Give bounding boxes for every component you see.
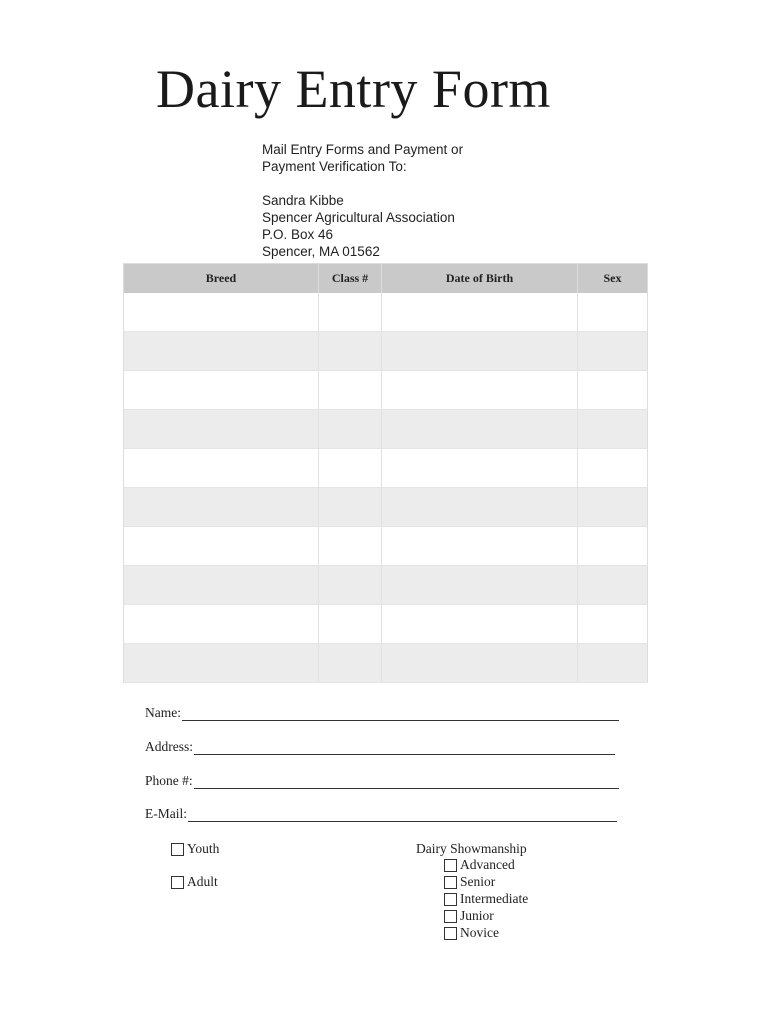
email-label: E-Mail: xyxy=(145,806,187,821)
table-row xyxy=(124,332,648,371)
cell-class[interactable] xyxy=(319,449,382,488)
cell-breed[interactable] xyxy=(124,371,319,410)
header-sex: Sex xyxy=(578,264,648,294)
novice-label: Novice xyxy=(460,925,499,940)
entry-table-body xyxy=(124,293,648,683)
showmanship-option-advanced[interactable] xyxy=(444,857,515,873)
cell-date-of-birth[interactable] xyxy=(382,449,578,488)
cell-sex[interactable] xyxy=(578,644,648,683)
cell-class[interactable] xyxy=(319,566,382,605)
intermediate-label: Intermediate xyxy=(460,891,529,906)
cell-date-of-birth[interactable] xyxy=(382,527,578,566)
cell-class[interactable] xyxy=(319,410,382,449)
cell-date-of-birth[interactable] xyxy=(382,332,578,371)
cell-breed[interactable] xyxy=(124,566,319,605)
table-row xyxy=(124,449,648,488)
address-label: Address: xyxy=(145,739,193,754)
form-title: Dairy Entry Form xyxy=(156,59,551,119)
showmanship-option-novice[interactable] xyxy=(444,925,499,941)
cell-sex[interactable] xyxy=(578,527,648,566)
showmanship-option-intermediate[interactable] xyxy=(444,891,528,907)
senior-label: Senior xyxy=(460,874,496,889)
email-line[interactable] xyxy=(188,809,617,822)
adult-checkbox[interactable] xyxy=(171,876,184,889)
cell-class[interactable] xyxy=(319,605,382,644)
cell-date-of-birth[interactable] xyxy=(382,488,578,527)
table-row xyxy=(124,644,648,683)
table-header-row xyxy=(124,264,648,294)
table-row xyxy=(124,566,648,605)
phone-field[interactable] xyxy=(145,773,619,789)
cell-class[interactable] xyxy=(319,644,382,683)
junior-checkbox[interactable] xyxy=(444,910,457,923)
cell-sex[interactable] xyxy=(578,371,648,410)
phone-label: Phone #: xyxy=(145,773,193,788)
cell-class[interactable] xyxy=(319,293,382,332)
table-row xyxy=(124,488,648,527)
table-row xyxy=(124,371,648,410)
adult-label: Adult xyxy=(187,874,218,889)
table-row xyxy=(124,293,648,332)
recipient-name: Sandra Kibbe xyxy=(262,193,344,208)
mailing-instructions xyxy=(262,141,463,260)
cell-date-of-birth[interactable] xyxy=(382,605,578,644)
cell-breed[interactable] xyxy=(124,332,319,371)
youth-label: Youth xyxy=(187,841,220,856)
youth-checkbox[interactable] xyxy=(171,843,184,856)
mail-line-2: Payment Verification To: xyxy=(262,159,407,174)
cell-breed[interactable] xyxy=(124,449,319,488)
cell-class[interactable] xyxy=(319,332,382,371)
table-row xyxy=(124,605,648,644)
table-row xyxy=(124,410,648,449)
cell-class[interactable] xyxy=(319,488,382,527)
name-field[interactable] xyxy=(145,705,619,721)
email-field[interactable] xyxy=(145,806,617,822)
advanced-label: Advanced xyxy=(460,857,515,872)
entry-table xyxy=(123,263,648,683)
cell-breed[interactable] xyxy=(124,527,319,566)
cell-breed[interactable] xyxy=(124,605,319,644)
cell-sex[interactable] xyxy=(578,605,648,644)
header-class: Class # xyxy=(319,264,382,294)
name-label: Name: xyxy=(145,705,181,720)
showmanship-option-junior[interactable] xyxy=(444,908,494,924)
senior-checkbox[interactable] xyxy=(444,876,457,889)
phone-line[interactable] xyxy=(194,776,619,789)
showmanship-title: Dairy Showmanship xyxy=(416,841,527,856)
recipient-organization: Spencer Agricultural Association xyxy=(262,210,455,225)
cell-sex[interactable] xyxy=(578,293,648,332)
table-row xyxy=(124,527,648,566)
novice-checkbox[interactable] xyxy=(444,927,457,940)
cell-class[interactable] xyxy=(319,527,382,566)
header-breed: Breed xyxy=(124,264,319,294)
advanced-checkbox[interactable] xyxy=(444,859,457,872)
junior-label: Junior xyxy=(460,908,494,923)
showmanship-option-senior[interactable] xyxy=(444,874,495,890)
cell-sex[interactable] xyxy=(578,332,648,371)
address-field[interactable] xyxy=(145,739,615,755)
cell-breed[interactable] xyxy=(124,410,319,449)
header-date-of-birth: Date of Birth xyxy=(382,264,578,294)
cell-date-of-birth[interactable] xyxy=(382,644,578,683)
intermediate-checkbox[interactable] xyxy=(444,893,457,906)
cell-sex[interactable] xyxy=(578,410,648,449)
cell-breed[interactable] xyxy=(124,644,319,683)
recipient-po-box: P.O. Box 46 xyxy=(262,227,334,242)
cell-date-of-birth[interactable] xyxy=(382,293,578,332)
cell-sex[interactable] xyxy=(578,488,648,527)
youth-option[interactable] xyxy=(171,841,219,857)
cell-sex[interactable] xyxy=(578,449,648,488)
name-line[interactable] xyxy=(182,708,619,721)
cell-date-of-birth[interactable] xyxy=(382,566,578,605)
recipient-city: Spencer, MA 01562 xyxy=(262,244,380,259)
cell-breed[interactable] xyxy=(124,293,319,332)
cell-breed[interactable] xyxy=(124,488,319,527)
mail-line-1: Mail Entry Forms and Payment or xyxy=(262,142,464,157)
cell-sex[interactable] xyxy=(578,566,648,605)
cell-date-of-birth[interactable] xyxy=(382,371,578,410)
adult-option[interactable] xyxy=(171,874,218,890)
address-line[interactable] xyxy=(194,742,615,755)
cell-date-of-birth[interactable] xyxy=(382,410,578,449)
cell-class[interactable] xyxy=(319,371,382,410)
